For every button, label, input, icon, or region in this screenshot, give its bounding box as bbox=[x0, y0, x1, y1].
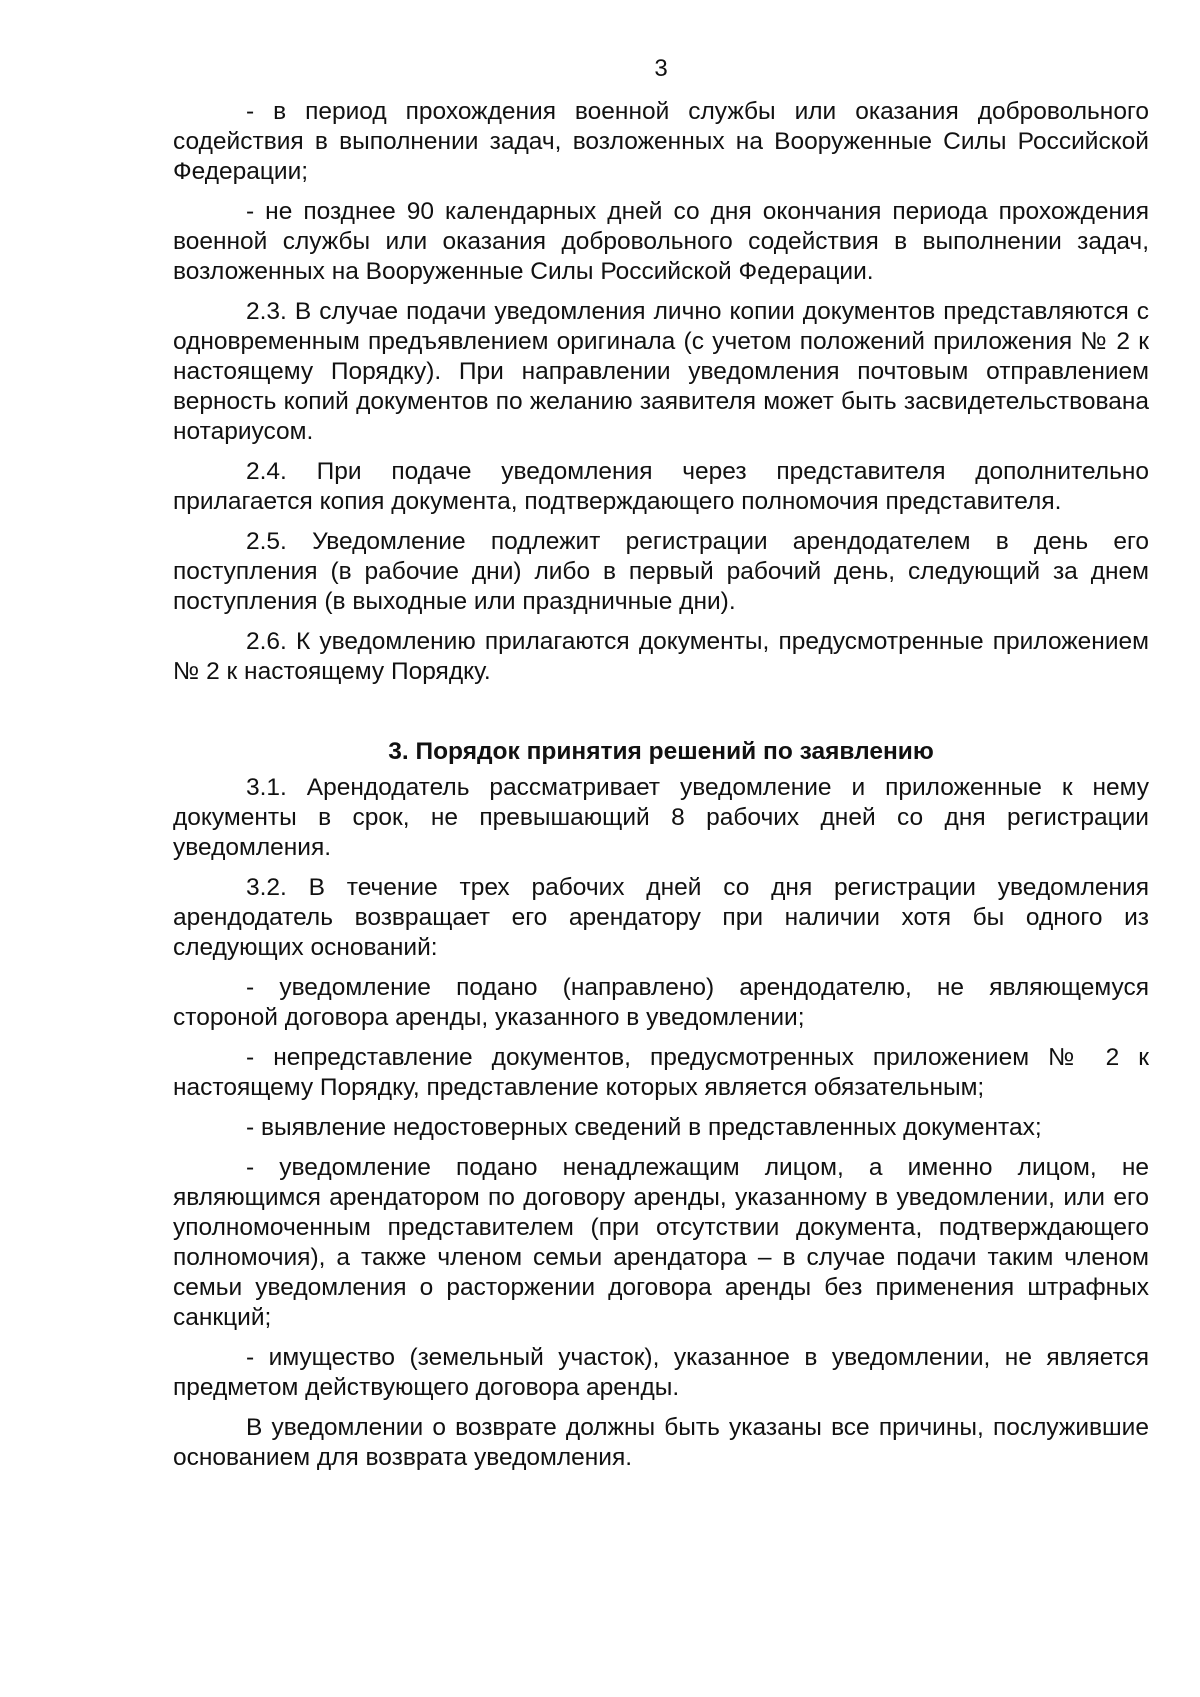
paragraph-2-4: 2.4. При подаче уведомления через представителя дополнительно прилагается копия документа, подтверждающего полномочия представителя. bbox=[173, 458, 1149, 515]
paragraph-reason-false-info: - выявление недостоверных сведений в представленных документах; bbox=[246, 1114, 1042, 1141]
paragraph-military-service-period: - в период прохождения военной службы или оказания добровольного содействия в выполнении задач, возложенных на Вооруженные Силы Российской Федерации; bbox=[173, 98, 1149, 185]
document-page bbox=[173, 55, 1149, 1483]
paragraph-reason-property: - имущество (земельный участок), указанное в уведомлении, не является предметом действующего договора аренды. bbox=[173, 1344, 1149, 1401]
paragraph-2-3: 2.3. В случае подачи уведомления лично копии документов представляются с одновременным предъявлением оригинала (с учетом положений приложения № 2 к настоящему Порядку). При направлении уведомления почтовым отправлением верность копий документов по желанию заявителя может быть засвидетельствована нотариусом. bbox=[173, 298, 1149, 445]
paragraph-reason-missing-documents: - непредставление документов, предусмотренных приложением № 2 к настоящему Порядку, представление которых является обязательным; bbox=[173, 1044, 1149, 1101]
paragraph-3-2: 3.2. В течение трех рабочих дней со дня регистрации уведомления арендодатель возвращает его арендатору при наличии хотя бы одного из следующих оснований: bbox=[173, 874, 1149, 961]
paragraph-2-5: 2.5. Уведомление подлежит регистрации арендодателем в день его поступления (в рабочие дни) либо в первый рабочий день, следующий за днем поступления (в выходные или праздничные дни). bbox=[173, 528, 1149, 615]
paragraph-2-6: 2.6. К уведомлению прилагаются документы, предусмотренные приложением № 2 к настоящему Порядку. bbox=[173, 628, 1149, 685]
page-number: 3 bbox=[654, 55, 668, 82]
paragraph-return-notice: В уведомлении о возврате должны быть указаны все причины, послужившие основанием для возврата уведомления. bbox=[173, 1414, 1149, 1471]
section-heading: 3. Порядок принятия решений по заявлению bbox=[388, 738, 934, 765]
paragraph-reason-wrong-landlord: - уведомление подано (направлено) арендодателю, не являющемуся стороной договора аренды, указанного в уведомлении; bbox=[173, 974, 1149, 1031]
paragraph-reason-improper-person: - уведомление подано ненадлежащим лицом, а именно лицом, не являющимся арендатором по договору аренды, указанному в уведомлении, или его уполномоченным представителем (при отсутствии документа, подтверждающего полномочия), а также членом семьи арендатора – в случае подачи таким членом семьи уведомления о расторжении договора аренды без применения штрафных санкций; bbox=[173, 1154, 1149, 1331]
paragraph-90-days: - не позднее 90 календарных дней со дня окончания периода прохождения военной службы или оказания добровольного содействия в выполнении задач, возложенных на Вооруженные Силы Российской Федерации. bbox=[173, 198, 1149, 285]
paragraph-3-1: 3.1. Арендодатель рассматривает уведомление и приложенные к нему документы в срок, не превышающий 8 рабочих дней со дня регистрации уведомления. bbox=[173, 774, 1149, 861]
